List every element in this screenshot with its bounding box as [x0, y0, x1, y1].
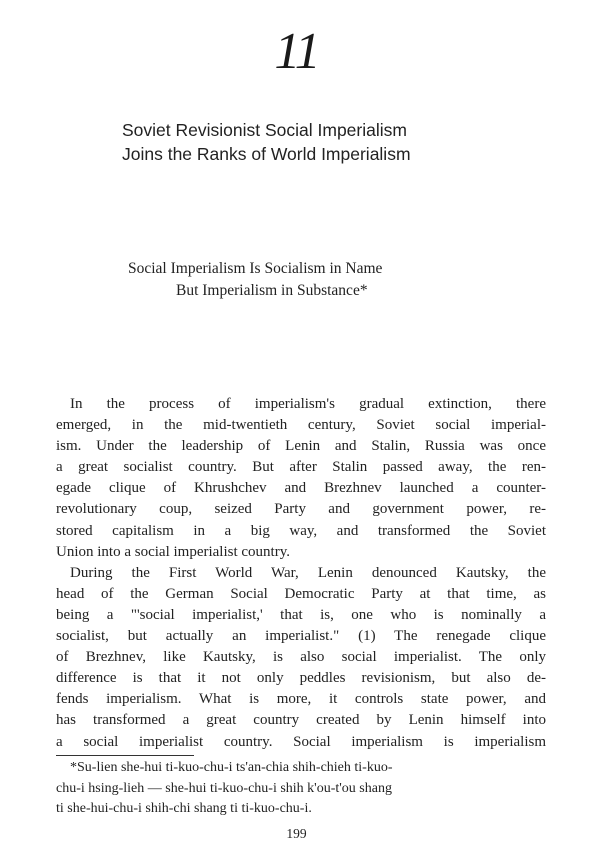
body-line: ism. Under the leadership of Lenin and Stalin, Russia was once: [56, 438, 546, 455]
body-line: head of the German Social Democratic Party at that time, as: [56, 585, 546, 602]
body-line: has transformed a great country created by Lenin himself into: [56, 712, 546, 729]
footnote-rule: [56, 755, 194, 756]
body-line: revolutionary coup, seized Party and government power, re-: [56, 501, 546, 518]
body-line: In the process of imperialism's gradual extinction, there: [70, 396, 546, 412]
section-title: [128, 258, 382, 302]
chapter-number: 11: [274, 23, 319, 80]
body-line: being a "'social imperialist,' that is, one who is nominally a: [56, 606, 546, 623]
body-text: [56, 394, 546, 753]
body-line: egade clique of Khrushchev and Brezhnev launched a counter-: [56, 480, 546, 497]
body-line: fends imperialism. What is more, it controls state power, and: [56, 691, 546, 708]
section-title-line: But Imperialism in Substance*: [176, 282, 368, 299]
body-line: a great socialist country. But after Stalin passed away, the ren-: [56, 459, 546, 476]
body-line: stored capitalism in a big way, and transformed the Soviet: [56, 522, 546, 539]
body-line: During the First World War, Lenin denounced Kautsky, the: [70, 564, 546, 581]
chapter-title-line: Joins the Ranks of World Imperialism: [122, 144, 411, 164]
body-line: Union into a social imperialist country.: [56, 543, 290, 560]
page-number: 199: [286, 826, 307, 841]
body-line: a social imperialist country. Social imperialism is imperialism: [56, 733, 546, 750]
chapter-title-line: Soviet Revisionist Social Imperialism: [122, 120, 407, 140]
footnote-line: chu-i hsing-lieh — she-hui ti-kuo-chu-i shih k'ou-t'ou shang: [56, 780, 392, 796]
footnote-line: *Su-lien she-hui ti-kuo-chu-i ts'an-chia shih-chieh ti-kuo-: [70, 760, 393, 775]
footnote: [56, 758, 526, 820]
body-line: of Brezhnev, like Kautsky, is also social imperialist. The only: [56, 649, 546, 666]
body-line: socialist, but actually an imperialist." (1) The renegade clique: [56, 628, 546, 645]
footnote-line: ti she-hui-chu-i shih-chi shang ti ti-kuo-chu-i.: [56, 801, 312, 816]
chapter-title: [122, 118, 411, 166]
body-line: emerged, in the mid-twentieth century, Soviet social imperial-: [56, 417, 546, 434]
section-title-line: Social Imperialism Is Socialism in Name: [128, 260, 383, 277]
body-line: difference is that it not only peddles revisionism, but also de-: [56, 670, 546, 687]
